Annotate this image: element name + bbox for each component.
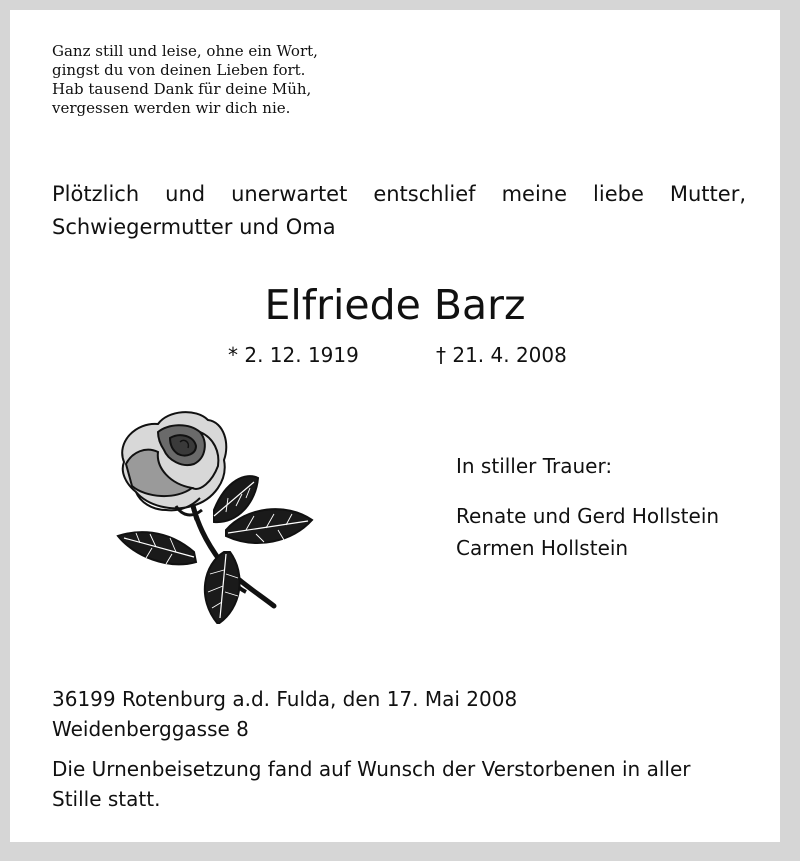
burial-notice: Die Urnenbeisetzung fand auf Wunsch der Verstorbenen in aller — [52, 757, 691, 781]
poem — [52, 42, 318, 118]
death-date: † 21. 4. 2008 — [436, 343, 567, 367]
intro-line: Schwiegermutter und Oma — [52, 215, 336, 239]
poem-line: Ganz still und leise, ohne ein Wort, — [52, 42, 318, 60]
birth-date: * 2. 12. 1919 — [228, 343, 359, 367]
mourner-name: Renate und Gerd Hollstein — [456, 504, 720, 528]
place-date: 36199 Rotenburg a.d. Fulda, den 17. Mai 2008 — [52, 687, 518, 711]
mourning-heading: In stiller Trauer: — [456, 454, 613, 478]
burial-notice: Stille statt. — [52, 787, 161, 811]
poem-line: Hab tausend Dank für deine Müh, — [52, 80, 312, 98]
obituary-card — [10, 10, 780, 842]
announcement-intro — [52, 178, 746, 244]
intro-line: Plötzlich und unerwartet entschlief meine liebe Mutter, — [52, 182, 746, 206]
mourner-name: Carmen Hollstein — [456, 536, 629, 560]
rose-icon — [96, 402, 316, 624]
street-address: Weidenberggasse 8 — [52, 717, 249, 741]
poem-line: gingst du von deinen Lieben fort. — [52, 61, 306, 79]
deceased-name: Elfriede Barz — [264, 281, 526, 329]
poem-line: vergessen werden wir dich nie. — [52, 99, 291, 117]
